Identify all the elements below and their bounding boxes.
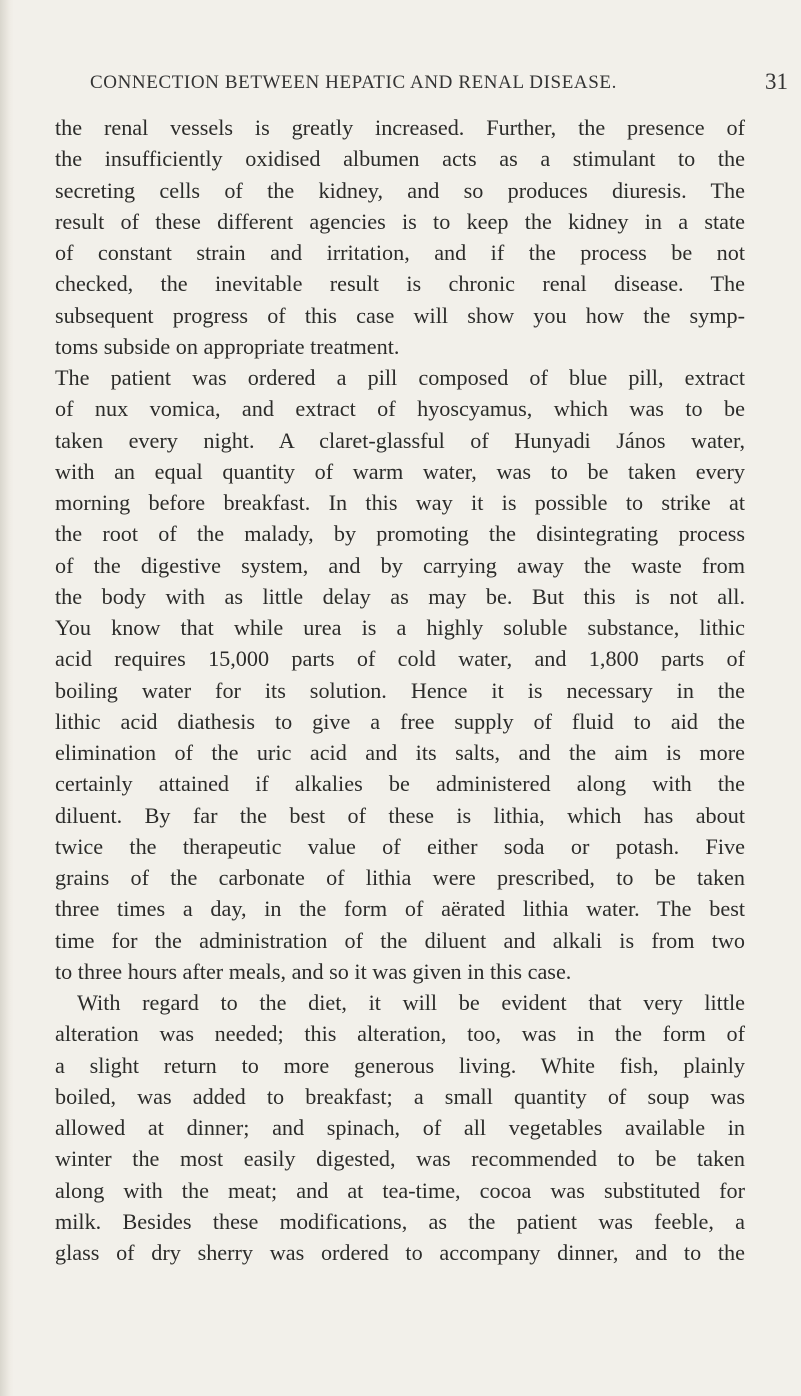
text-line: of nux vomica, and extract of hyoscyamus, which was to be	[55, 396, 745, 422]
text-line: You know that while urea is a highly soluble substance, lithic	[55, 615, 745, 640]
text-line: checked, the inevitable result is chronic renal disease. The	[55, 271, 745, 297]
text-line: grains of the carbonate of lithia were prescribed, to be taken	[55, 865, 745, 890]
text-line: to three hours after meals, and so it was given in this case.	[55, 958, 572, 984]
text-line: certainly attained if alkalies be administered along with the	[55, 771, 745, 797]
text-line: the body with as little delay as may be. But this is not all.	[55, 583, 745, 609]
text-line: diluent. By far the best of these is lithia, which has about	[55, 802, 745, 828]
text-line: allowed at dinner; and spinach, of all vegetables available in	[55, 1115, 745, 1140]
text-line: acid requires 15,000 parts of cold water, and 1,800 parts of	[55, 646, 745, 672]
text-line: boiling water for its solution. Hence it is necessary in the	[55, 677, 745, 703]
page-number: 31	[765, 69, 788, 94]
text-line: of constant strain and irritation, and if the process be not	[55, 240, 745, 265]
text-line: with an equal quantity of warm water, was to be taken every	[55, 458, 745, 484]
text-line: the insufficiently oxidised albumen acts as a stimulant to the	[55, 146, 745, 172]
text-line: of the digestive system, and by carrying away the waste from	[55, 552, 745, 578]
text-line: subsequent progress of this case will show you how the symp-	[55, 302, 745, 328]
text-line: a slight return to more generous living. White fish, plainly	[55, 1052, 745, 1078]
text-line: milk. Besides these modifications, as the patient was feeble, a	[55, 1208, 745, 1234]
running-head	[90, 69, 792, 100]
text-line: morning before breakfast. In this way it is possible to strike at	[55, 490, 745, 515]
body-text	[55, 112, 745, 1268]
text-line: result of these different agencies is to keep the kidney in a state	[55, 208, 745, 234]
text-line: lithic acid diathesis to give a free supply of fluid to aid the	[55, 708, 745, 734]
text-line: toms subside on appropriate treatment.	[55, 333, 400, 359]
text-line: taken every night. A claret-glassful of Hunyadi János water,	[55, 427, 745, 453]
text-line: along with the meat; and at tea-time, cocoa was substituted for	[55, 1177, 745, 1203]
text-line: the root of the malady, by promoting the disintegrating process	[55, 521, 745, 547]
text-line: alteration was needed; this alteration, too, was in the form of	[55, 1021, 745, 1047]
text-line: glass of dry sherry was ordered to accompany dinner, and to the	[55, 1240, 745, 1265]
paragraph-start-line: With regard to the diet, it will be evident that very little	[77, 990, 745, 1015]
paragraph-start-line: The patient was ordered a pill composed of blue pill, extract	[55, 365, 745, 390]
text-line: elimination of the uric acid and its salts, and the aim is more	[55, 740, 745, 765]
running-title: CONNECTION BETWEEN HEPATIC AND RENAL DISEASE.	[90, 72, 617, 93]
page-gutter-shadow	[0, 0, 14, 1396]
text-line: secreting cells of the kidney, and so produces diuresis. The	[55, 177, 745, 203]
text-line: twice the therapeutic value of either soda or potash. Five	[55, 833, 745, 859]
text-line: three times a day, in the form of aërated lithia water. The best	[55, 896, 745, 922]
text-line: the renal vessels is greatly increased. Further, the presence of	[55, 115, 745, 140]
text-line: winter the most easily digested, was recommended to be taken	[55, 1146, 745, 1172]
text-line: boiled, was added to breakfast; a small quantity of soup was	[55, 1083, 745, 1109]
text-line: time for the administration of the diluent and alkali is from two	[55, 927, 745, 953]
